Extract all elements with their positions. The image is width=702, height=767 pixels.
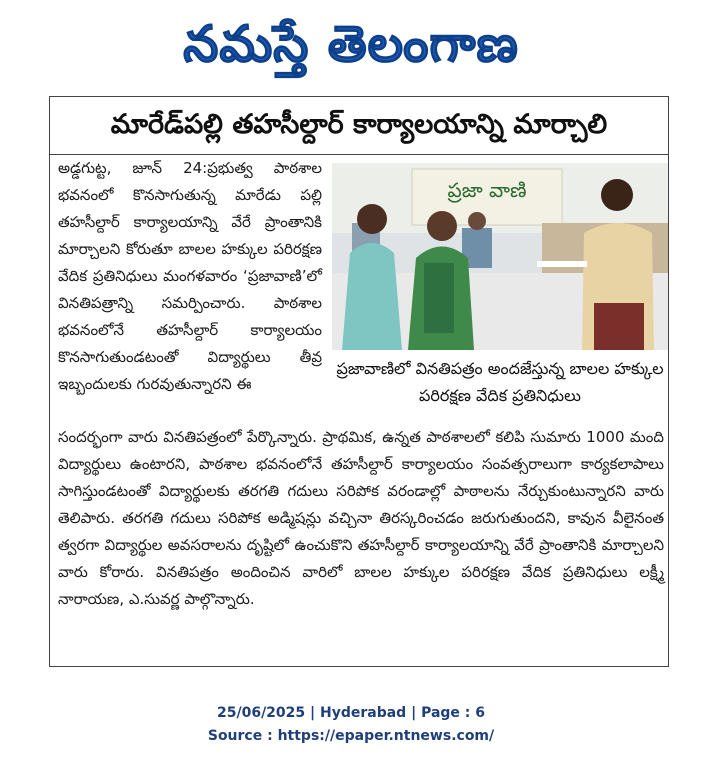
footer-date-location: 25/06/2025 | Hyderabad | Page : 6 bbox=[216, 705, 486, 721]
article-body-continued: సందర్భంగా వారు వినతిపత్రంలో పేర్కొన్నారు. ప్రాథమిక, ఉన్నత పాఠశాలలో కలిపి సుమారు 1000 మంది విద్యార్థులు ఉంటారని, పాఠశాల భవనంలోనే తహసీల్దార్ కార్యాలయం సంవత్సరాలుగా కార్యకలాపాలు సాగిస్తుండటంతో విద్యార్థులకు తరగతి గదులు సరిపోక వరండాల్లో పాఠాలను నేర్చుకుంటున్నారని వారు తెలిపారు. తరగతి గదులు సరిపోక అడ్మిషన్లు వచ్చినా తిరస్కరించడం జరుగుతుందని, కావున వీలైనంత త్వరగా విద్యార్థుల అవసరాలను దృష్టిలో ఉంచుకొని తహసీల్దార్ కార్యాలయాన్ని వేరే ప్రాంతానికి మార్చాలని వారు కోరారు. వినతిపత్రం అందించిన వారిలో బాలల హక్కుల పరిరక్షణ వేదిక ప్రతినిధులు లక్ష్మీ నారాయణ, ఎ.సువర్ణ పాల్గొన్నారు. bbox=[58, 428, 664, 608]
footer-source-link[interactable]: Source : https://epaper.ntnews.com/ bbox=[207, 728, 495, 744]
photo-caption: ప్రజావాణిలో వినతిపత్రం అందజేస్తున్న బాలల హక్కుల పరిరక్షణ వేదిక ప్రతినిధులు bbox=[336, 359, 664, 405]
masthead-title: నమస్తే తెలంగాణ bbox=[183, 15, 519, 73]
photo-banner-text: ప్రజా వాణి bbox=[447, 178, 527, 202]
article-headline: మారేడ్‌పల్లి తహసీల్దార్ కార్యాలయాన్ని మార్చాలి bbox=[110, 109, 608, 140]
article-body-column: అడ్డగుట్ట, జూన్ 24:ప్రభుత్వ పాఠశాల భవనంలో కొనసాగుతున్న మారేడు పల్లి తహసీల్దార్ కార్యాలయాన్ని వేరే ప్రాంతానికి మార్చాలని కోరుతూ బాలల హక్కుల పరిరక్షణ వేదిక ప్రతినిధులు మంగళవారం ‘ప్రజావాణి’లో వినతిపత్రాన్ని సమర్పించారు. పాఠశాల భవనంలోనే తహసీల్దార్ కార్యాలయం కొనసాగుతుండటంతో విద్యార్థులు తీవ్ర ఇబ్బందులకు గురవుతున్నారని ఈ bbox=[58, 159, 322, 393]
newspaper-masthead bbox=[0, 4, 702, 84]
article-photo bbox=[332, 163, 668, 350]
photo-illustration bbox=[332, 163, 668, 350]
